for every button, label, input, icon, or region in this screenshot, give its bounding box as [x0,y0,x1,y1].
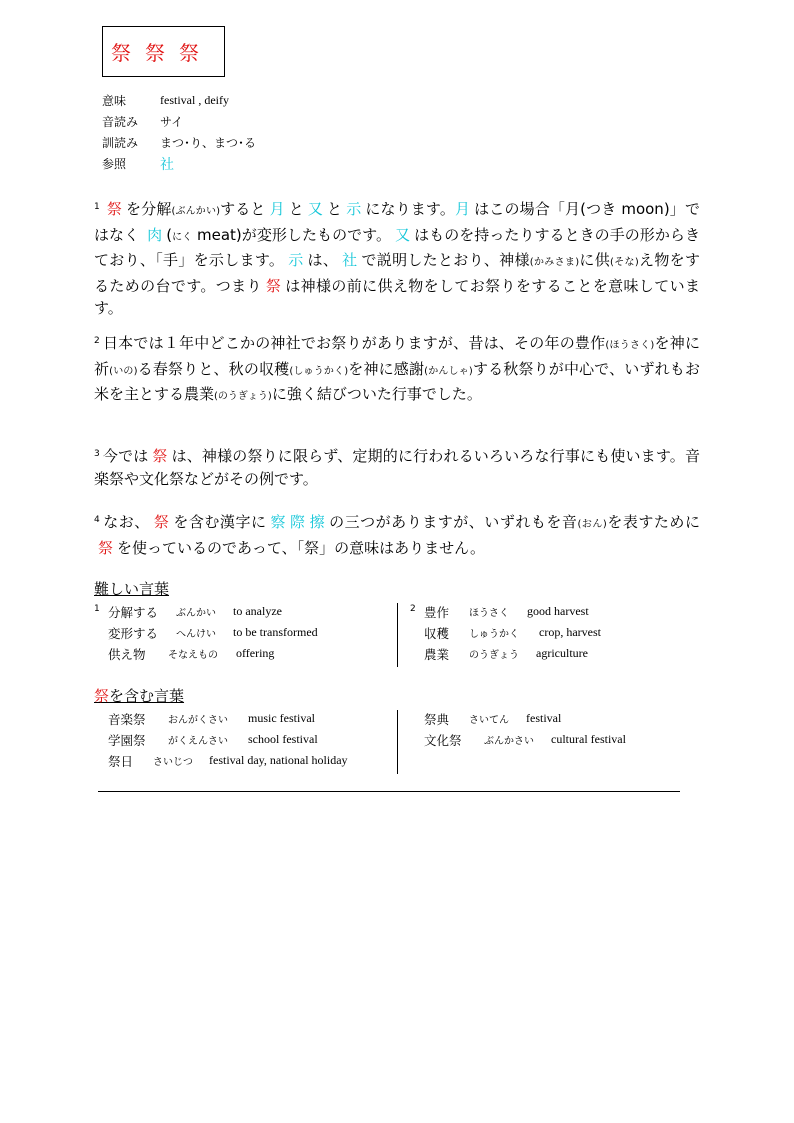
vocab-english: festival [526,711,562,725]
kanji-form-1: 祭 [111,41,131,65]
kanji-link-shimesu[interactable]: 示 [346,200,362,218]
paragraph-number: 4 [94,515,100,525]
kanji-matsuri: 祭 [265,276,282,295]
compound-title-text: を含む言葉 [109,687,185,705]
text: を分解 [126,200,172,218]
kanji-link-tsuki[interactable]: 月 [269,200,285,218]
furigana: (いの) [109,365,138,377]
vocab-reading: さいじつ [153,757,193,768]
kanji-matsuri: 祭 [98,538,114,557]
meaning-label: 意味 [102,94,127,108]
vocab-english: to analyze [233,604,282,618]
kanji-link-sai[interactable]: 際 [290,513,306,531]
text: なお、 [102,513,150,531]
column-divider [397,603,398,667]
text: を表すために [606,513,700,531]
vocab-word: 分解する [108,604,159,620]
text: になります。 [365,200,455,218]
kanji-link-mata[interactable]: 又 [395,225,411,244]
kanji-link-kosuru[interactable]: 擦 [309,513,326,531]
meaning-value: festival , deify [160,93,229,107]
text: を神に祈 [94,334,700,378]
kanji-matsuri: 祭 [106,200,123,218]
reference-link[interactable]: 社 [160,156,174,173]
kanji-link-yashiro[interactable]: 社 [342,251,358,269]
furigana: (かみさま) [529,257,580,268]
vocab-reading: ぶんかさい [484,736,534,747]
paragraph-number: 3 [94,449,100,459]
text: はものを持ったりするときの手の形からきており、「手」を示します。 [94,225,700,269]
list-item [424,708,626,729]
kunyomi-row [102,132,256,153]
kanji-info [102,90,256,174]
kanji-forms-box [102,26,225,77]
text: に強く結びついた行事でした。 [271,385,482,403]
paragraph-1 [94,196,700,320]
list-item [410,601,601,622]
furigana: (おん) [577,519,607,530]
vocab-word: 農業 [424,646,450,662]
text: 日本では１年中どこかの神社でお祭りがありますが、昔は、その年の豊作 [102,334,606,352]
furigana: にく [172,231,193,243]
vocab-reading: しゅうかく [469,629,519,640]
list-item [94,643,318,664]
vocab-english: to be transformed [233,625,318,639]
vocab-reading: がくえんさい [168,736,228,747]
vocab-word: 文化祭 [424,732,462,748]
onyomi-label: 音読み [102,115,139,129]
reference-label: 参照 [102,157,127,171]
furigana: (ほうさく) [605,340,655,351]
difficult-words-left [94,601,318,664]
list-number: 1 [94,604,100,614]
vocab-word: 学園祭 [108,732,146,748]
list-item [108,750,348,771]
kanji-form-3: 祭 [179,41,199,65]
kanji-link-tsuki[interactable]: 月 [455,200,471,218]
text: meat)が変形したものです。 [192,225,392,244]
vocab-word: 祭典 [424,711,450,727]
text: に供 [579,251,611,269]
onyomi-value: サイ [160,115,184,129]
text: を含む漢字に [173,513,267,531]
onyomi-row [102,111,256,132]
vocab-word: 収穫 [424,625,450,641]
furigana: (そな) [610,257,639,268]
text: する秋祭りが中心で、いずれもお米を主とする農業 [94,359,700,403]
text: で説明したとおり、神様 [361,251,530,269]
vocab-english: music festival [248,711,315,725]
text: と [327,200,343,218]
vocab-reading: ほうさく [469,608,509,619]
difficult-words-right [410,601,601,664]
text: ( [166,225,173,244]
vocab-english: cultural festival [551,732,626,746]
kanji-form-2: 祭 [145,41,165,65]
vocab-english: school festival [248,732,318,746]
text: は、神様の祭りに限らず、定期的に行われるいろいろな行事にも使います。音楽祭や文化祭などがその例です。 [94,447,700,488]
list-item [108,729,348,750]
paragraph-number: 1 [94,202,100,212]
compound-title-kanji: 祭 [94,687,110,705]
text: の三つがありますが、いずれもを音 [329,513,578,531]
furigana: (ぶんかい) [171,206,220,217]
vocab-reading: おんがくさい [168,715,228,726]
paragraph-3 [94,443,700,490]
vocab-reading: のうぎょう [469,650,519,661]
vocab-word: 祭日 [108,753,134,769]
compound-words-title [94,685,184,706]
vocab-word: 音楽祭 [108,711,146,727]
text: はこの場合「月(つき moon)」ではなく [94,200,700,244]
list-item [410,643,601,664]
vocab-english: good harvest [527,604,589,618]
vocab-reading: そなえもの [168,650,218,661]
list-item [94,622,318,643]
vocab-english: crop, harvest [539,625,601,639]
text: 今では [102,447,149,465]
text: る春祭りと、秋の収穫 [137,359,290,378]
kanji-link-satsu[interactable]: 察 [270,513,287,531]
kanji-matsuri: 祭 [152,447,168,465]
text: を神に感謝 [348,359,425,378]
list-item [410,622,601,643]
difficult-words-title: 難しい言葉 [94,580,170,598]
text: すると [219,200,266,218]
furigana: (のうぎょう) [214,391,272,402]
column-divider [397,710,398,774]
vocab-word: 供え物 [108,646,146,662]
kanji-link-mata[interactable]: 又 [307,200,324,218]
bottom-divider [98,791,680,792]
list-item [424,729,626,750]
furigana: (かんしゃ) [424,365,473,377]
reference-row [102,153,256,174]
vocab-word: 変形する [108,625,159,641]
text: え物をするための台です。つまり [94,251,700,295]
vocab-reading: さいてん [469,715,509,726]
vocab-reading: ぶんかい [176,608,216,619]
text: を使っているのであって、「祭」の意味はありません。 [117,538,485,557]
list-number: 2 [410,604,416,614]
furigana: (しゅうかく) [289,365,349,377]
vocab-english: agriculture [536,646,588,660]
paragraph-number: 2 [94,336,100,346]
text: と [288,200,304,218]
kunyomi-label: 訓読み [102,136,139,150]
paragraph-4 [94,509,700,559]
list-item [108,708,348,729]
kanji-link-shimesu[interactable]: 示 [288,251,304,269]
kanji-matsuri: 祭 [153,513,170,531]
vocab-word: 豊作 [424,604,450,620]
vocab-english: festival day, national holiday [209,753,348,767]
kanji-link-niku[interactable]: 肉 [147,225,163,244]
text: は神様の前に供え物をしてお祭りをすることを意味しています。 [94,276,700,317]
vocab-english: offering [236,646,275,660]
list-item [94,601,318,622]
text: は、 [307,251,339,269]
meaning-row [102,90,256,111]
vocab-reading: へんけい [176,629,216,640]
compound-words-left [108,708,348,771]
kunyomi-value: まつ･り、まつ･る [160,136,257,150]
compound-words-right [424,708,626,750]
paragraph-2 [94,330,700,409]
